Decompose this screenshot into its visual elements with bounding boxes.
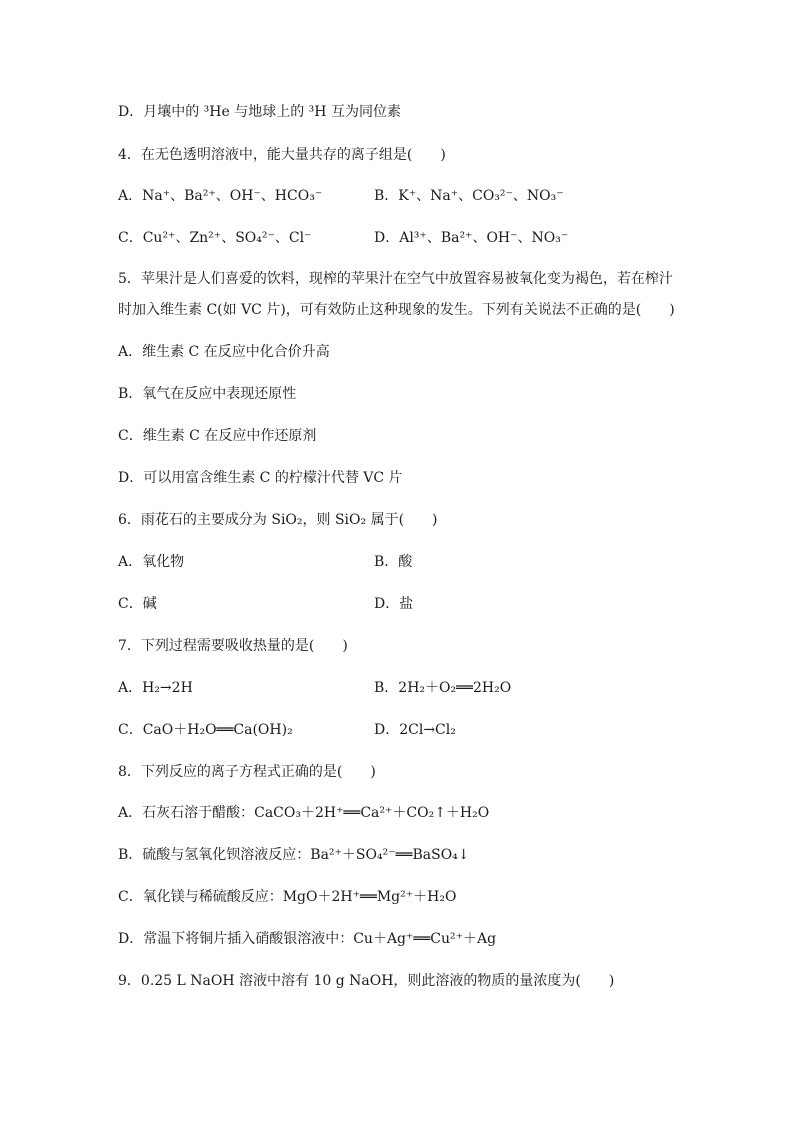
q8-option-c: C．氧化镁与稀硫酸反应：MgO＋2H⁺══Mg²⁺＋H₂O bbox=[118, 889, 457, 905]
q4-option-d: D．Al³⁺、Ba²⁺、OH⁻、NO₃⁻ bbox=[374, 230, 569, 246]
q9-stem: 9．0.25 L NaOH 溶液中溶有 10 g NaOH，则此溶液的物质的量浓度为( ) bbox=[118, 973, 615, 989]
q6-option-a: A．氧化物 bbox=[118, 554, 185, 570]
q8-stem: 8．下列反应的离子方程式正确的是( ) bbox=[118, 764, 376, 780]
q5-option-a: A．维生素 C 在反应中化合价升高 bbox=[118, 344, 330, 360]
q4-option-a: A．Na⁺、Ba²⁺、OH⁻、HCO₃⁻ bbox=[118, 188, 323, 204]
q7-option-a: A．H₂→2H bbox=[118, 680, 193, 696]
q3-option-d: D．月壤中的 ³He 与地球上的 ³H 互为同位素 bbox=[118, 104, 401, 120]
q4-option-b: B．K⁺、Na⁺、CO₃²⁻、NO₃⁻ bbox=[374, 188, 564, 204]
q4-option-c: C．Cu²⁺、Zn²⁺、SO₄²⁻、Cl⁻ bbox=[118, 230, 312, 246]
q4-stem: 4．在无色透明溶液中，能大量共存的离子组是( ) bbox=[118, 147, 446, 163]
q6-stem: 6．雨花石的主要成分为 SiO₂，则 SiO₂ 属于( ) bbox=[118, 512, 438, 528]
q5-option-b: B．氧气在反应中表现还原性 bbox=[118, 386, 297, 402]
q7-stem: 7．下列过程需要吸收热量的是( ) bbox=[118, 638, 348, 654]
q5-option-d: D．可以用富含维生素 C 的柠檬汁代替 VC 片 bbox=[118, 470, 403, 486]
q7-option-d: D．2Cl→Cl₂ bbox=[374, 722, 456, 738]
q5-option-c: C．维生素 C 在反应中作还原剂 bbox=[118, 428, 317, 444]
q7-option-c: C．CaO＋H₂O══Ca(OH)₂ bbox=[118, 722, 293, 738]
q6-option-b: B．酸 bbox=[374, 554, 413, 570]
q6-option-c: C．碱 bbox=[118, 596, 157, 612]
q5-stem-line1: 5．苹果汁是人们喜爱的饮料，现榨的苹果汁在空气中放置容易被氧化变为褐色，若在榨汁 bbox=[118, 271, 673, 287]
q5-stem-line2: 时加入维生素 C(如 VC 片)，可有效防止这种现象的发生。下列有关说法不正确的是( ) bbox=[118, 302, 675, 318]
q8-option-b: B．硫酸与氢氧化钡溶液反应：Ba²⁺＋SO₄²⁻══BaSO₄↓ bbox=[118, 847, 470, 863]
q8-option-d: D．常温下将铜片插入硝酸银溶液中：Cu＋Ag⁺══Cu²⁺＋Ag bbox=[118, 931, 497, 947]
q7-option-b: B．2H₂＋O₂══2H₂O bbox=[374, 680, 512, 696]
q8-option-a: A．石灰石溶于醋酸：CaCO₃＋2H⁺══Ca²⁺＋CO₂↑＋H₂O bbox=[118, 805, 490, 821]
q6-option-d: D．盐 bbox=[374, 596, 414, 612]
